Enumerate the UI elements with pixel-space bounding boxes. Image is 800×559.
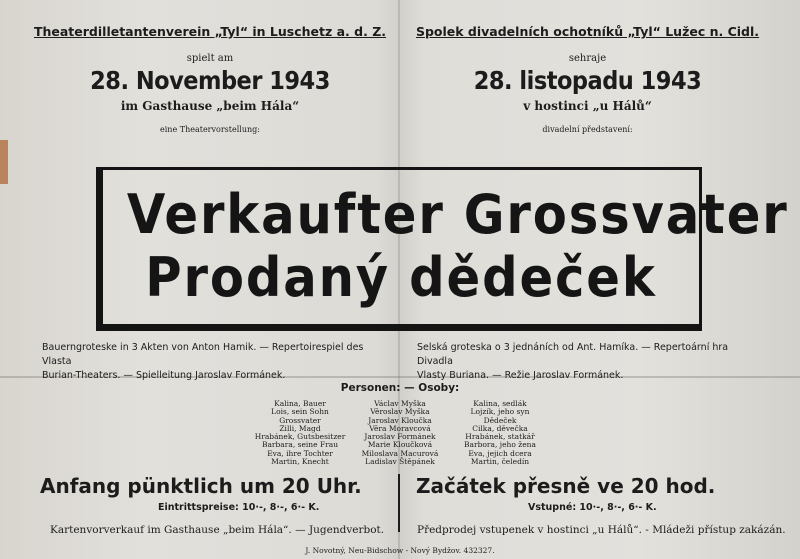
cast-actor: Jaroslav Kloučka (368, 415, 432, 425)
cast-role-cz: Eva, jejich dcera (468, 448, 532, 458)
right-prices: Vstupné: 10·-, 8·-, 6·- K. (528, 502, 657, 513)
cast-actor: Věroslav Myška (370, 407, 430, 417)
cast-roles-german (250, 400, 350, 466)
left-description-line: Burian-Theaters. — Spielleitung Jaroslav Formánek. (42, 370, 286, 381)
cast-role-de: Lois, sein Sohn (271, 407, 329, 417)
cast-roles-czech (452, 400, 548, 466)
right-sale-note: Předprodej vstupenek v hostinci „u Hálů“. - Mládeži přístup zakázán. (417, 524, 786, 536)
right-venue: v hostinci „u Hálů“ (523, 99, 652, 113)
left-description (42, 341, 392, 383)
printer-imprint: J. Novotný, Neu-Bidschow - Nový Bydžov. 432327. (305, 546, 495, 555)
cast-role-cz: Hrabánek, statkář (465, 432, 535, 442)
right-header (400, 24, 775, 134)
cast-actor: Marie Kloučková (367, 440, 433, 450)
cast-role-de: Kalina, Bauer (274, 399, 326, 408)
cast-actor: Miloslava Macurová (361, 448, 439, 458)
cast-role-cz: Dědeček (483, 415, 517, 425)
left-intro: eine Theatervorstellung: (160, 125, 260, 134)
left-prices: Eintrittspreise: 10·-, 8·-, 6·- K. (158, 502, 320, 513)
left-venue: im Gasthause „beim Hála“ (120, 99, 300, 113)
cast-actors (350, 400, 450, 466)
center-divider (398, 474, 400, 532)
right-description-line: Vlasty Buriana. — Režie Jaroslav Formánek. (417, 370, 624, 381)
cast-role-de: Zilli, Magd (279, 423, 321, 433)
cast-role-cz: Cilka, děvečka (472, 423, 528, 433)
right-start-time: Začátek přesně ve 20 hod. (416, 474, 716, 498)
left-performs-text: spielt am (186, 53, 234, 64)
cast-role-de: Eva, ihre Tochter (267, 448, 333, 458)
cast-role-cz: Kalina, sedlák (473, 399, 527, 408)
cast-role-cz: Lojzík, jeho syn (470, 407, 530, 417)
title-german: Verkaufter Grossvater (126, 183, 789, 246)
right-description-line: Selská groteska o 3 jednáních od Ant. Hamíka. — Repertoární hra Divadla (417, 342, 729, 367)
cast-role-de: Barbara, seine Frau (261, 440, 339, 450)
left-start-time: Anfang pünktlich um 20 Uhr. (40, 474, 362, 498)
cast-actor: Jaroslav Formánek (364, 432, 436, 442)
left-org-name: Theaterdilletantenverein „Tyl“ in Luschetz a. d. Z. (33, 24, 387, 39)
right-intro: divadelní představení: (542, 125, 633, 134)
cast-role-de: Grossvater (279, 415, 321, 425)
cast-role-cz: Barbora, jeho žena (464, 440, 536, 450)
left-description-line: Bauerngroteske in 3 Akten von Anton Hamik. — Repertoirespiel des Vlasta (42, 342, 364, 367)
title-box (96, 167, 789, 331)
cast-role-cz: Martin, čeledín (470, 457, 530, 467)
persons-heading: Personen: — Osoby: (340, 382, 460, 394)
right-org-name: Spolek divadelních ochotníků „Tyl“ Lužec n. Cidl. (415, 24, 760, 39)
cast-role-de: Martin, Knecht (271, 457, 329, 467)
title-czech: Prodaný dědeček (145, 246, 657, 309)
left-header (20, 24, 400, 134)
left-sale-note: Kartenvorverkauf im Gasthause „beim Hála“. — Jugendverbot. (50, 524, 385, 536)
right-description (417, 341, 762, 383)
left-date: 28. November 1943 (90, 66, 330, 95)
cast-actor: Věra Moravcová (369, 423, 431, 433)
cast-role-de: Hrabánek, Gutsbesitzer (254, 432, 346, 442)
cast-actor: Ladislav Štěpánek (365, 457, 435, 467)
tape-remnant (0, 140, 8, 184)
cast-actor: Václav Myška (374, 399, 426, 408)
right-performs-text: sehraje (568, 53, 607, 64)
right-date: 28. listopadu 1943 (473, 66, 702, 95)
